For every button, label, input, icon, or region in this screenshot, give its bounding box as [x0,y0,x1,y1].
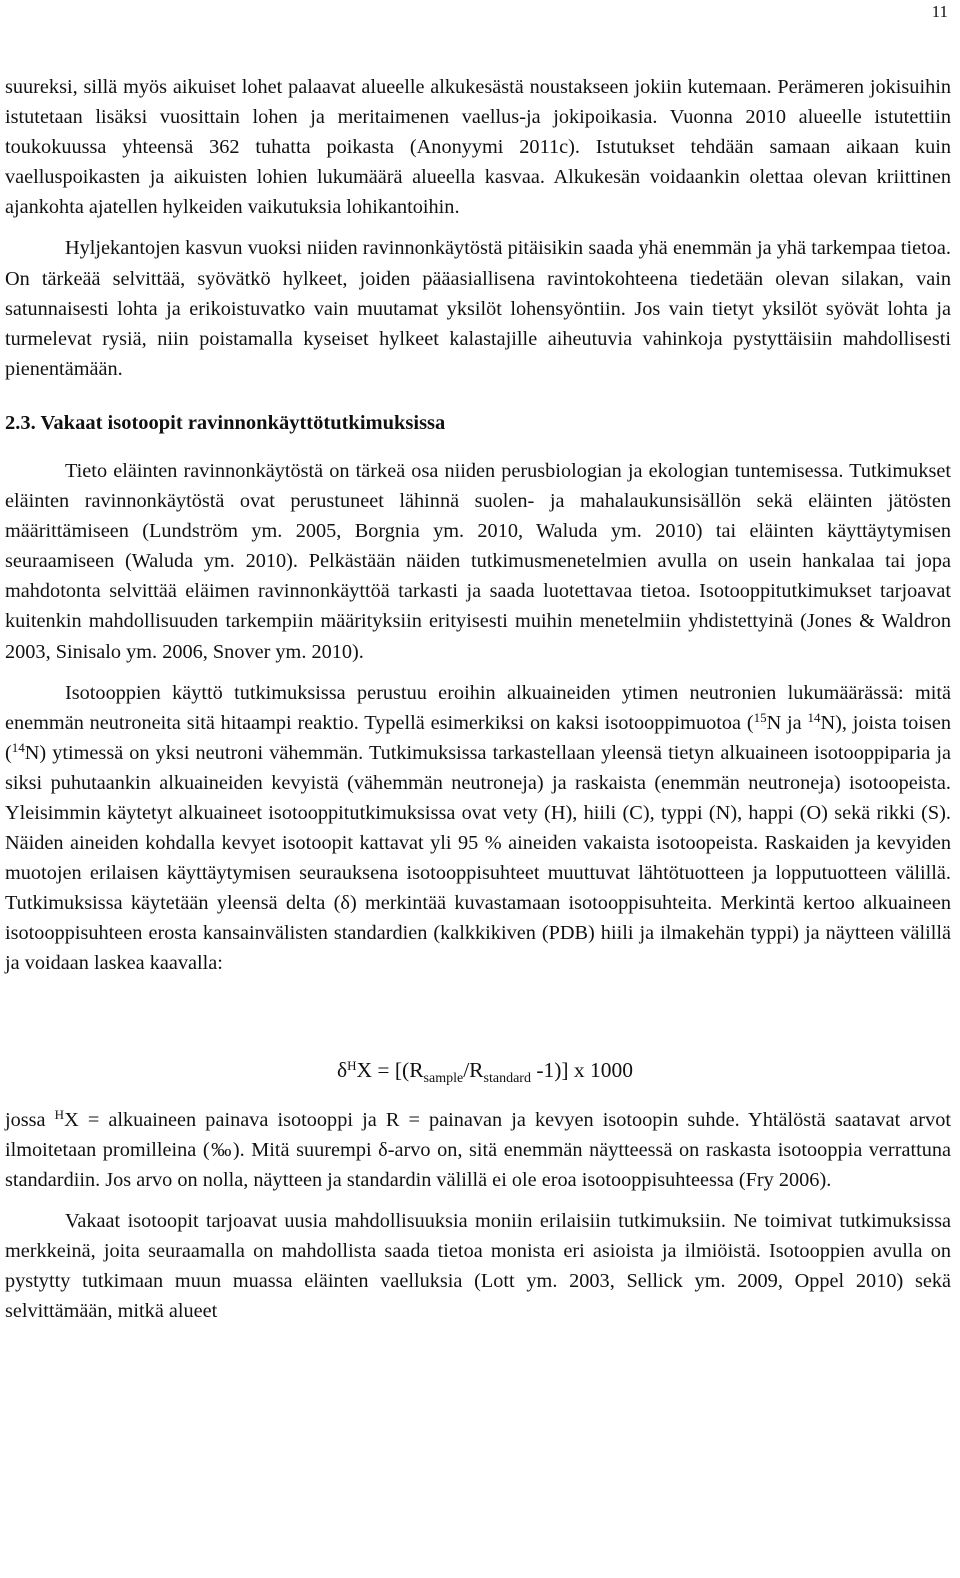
paragraph-text: Alkukesän voidaankin olettaa olevan kriittinen ajankohta ajatellen hylkeiden vaikutuksia lohikantoihin. [5,166,951,219]
paragraph-text: X = alkuaineen painava isotooppi ja R = painavan ja kevyen isotoopin suhde. Yhtälöstä saatavat arvot ilmoitetaan promilleina (‰). Mitä suurempi δ-arvo on, sitä enemmän näytteessä on raskasta isotooppia verrattuna standardiin. Jos arvo on nolla, näytteen ja standardin välillä ei ole eroa isotooppisuhteessa (Fry 2006). [5,1108,951,1191]
superscript: 15 [753,709,767,725]
formula-text: -1)] x 1000 [530,1057,634,1082]
formula-superscript: H [347,1057,357,1073]
paragraph-text: N ja [766,711,808,734]
page-number: 11 [931,2,948,21]
formula-delta: δ [336,1057,348,1082]
paragraph-isotoopit [5,678,951,979]
paragraph-formula-explanation [5,1105,951,1195]
document-body [5,72,951,1326]
superscript: 14 [807,709,821,725]
paragraph-text: suureksi, sillä myös aikuiset lohet palaavat alueelle alkukesästä noustakseen jokiin kutemaan. Perämeren jokisuihin istutetaan lisäksi vuosittain lohen ja meritaimenen vaellus-ja jokipoikasia. Vuonna 2010 alueelle istutettiin toukokuussa yhteensä 362 tuhatta poikasta (Anonyymi 2011c). Istutukset tehdään samaan aikaan kuin vaelluspoikasten ja aikuisten lohien lukumäärä alueella kasvaa. [5,76,951,189]
formula-text: X = [(R [356,1057,424,1082]
paragraph-ravinnonkaytto: Hyljekantojen kasvun vuoksi niiden ravinnonkäytöstä pitäisikin saada yhä enemmän ja yhä tarkempaa tietoa. On tärkeää selvittää, syövätkö hylkeet, joiden pääasiallisena ravintokohteena tiedetään olevan silakan, vain satunnaisesti lohta ja erikoistuvatko vain muutamat yksilöt lohensyöntiin. Jos vain tietyt yksilöt syövät lohta ja turmelevat rysiä, niin poistamalla kyseiset hylkeet kalastajille aiheutuvia vahinkoja pystyttäisiin mahdollisesti pienentämään. [5,237,951,380]
formula-subscript: standard [483,1070,531,1086]
paragraph-text: jossa [5,1108,55,1131]
superscript: 14 [11,739,25,755]
superscript: H [54,1106,65,1122]
paragraph-hylkeet-lohet [5,72,951,222]
delta-formula [5,1055,951,1085]
paragraph-text: N) ytimessä on yksi neutroni vähemmän. Tutkimuksissa tarkastellaan yleensä tietyn alkuaineen isotooppiparia ja siksi puhutaankin alkuaineiden kevyistä (vähemmän neutroneja) ja raskaista (enemmän neutroneja) isotoopeista. Yleisimmin käytetyt alkuaineet isotooppitutkimuksissa ovat vety (H), hiili (C), typpi (N), happi (O) sekä rikki (S). Näiden aineiden kohdalla kevyet isotoopit kattavat yli 95 % aineiden vakaista isotoopeista. Raskaiden ja kevyiden muotojen erilaisen käyttäytymisen seurauksena isotooppisuhteet muuttuvat lähtötuotteen ja lopputuotteen välillä. Tutkimuksissa käytetään yleensä delta (δ) merkintää kuvastamaan isotooppisuhteita. Merkintä kertoo alkuaineen isotooppisuhteen erosta kansainvälisten standardien (kalkkikiven (PDB) hiili ja ilmakehän typpi) ja näytteen välillä ja voidaan laskea kaavalla: [5,741,951,975]
formula-text: /R [463,1057,484,1082]
paragraph-vakaat-isotoopit: Vakaat isotoopit tarjoavat uusia mahdollisuuksia moniin erilaisiin tutkimuksiin. Ne toimivat tutkimuksissa merkkeinä, joita seuraamalla on mahdollista saada tietoa monista eri asioista ja ilmiöistä. Isotooppien avulla on pystytty tutkimaan muun muassa eläinten vaelluksia (Lott ym. 2003, Sellick ym. 2009, Oppel 2010) sekä selvittämään, mitkä alueet [5,1209,951,1323]
paragraph-text: Isotooppien käyttö tutkimuksissa perustuu eroihin alkuaineiden ytimen neutronien lukumäärässä: mitä enemmän neutroneita sitä hitaampi reaktio. Typellä esimerkiksi on kaksi isotooppimuotoa ( [5,681,951,734]
paragraph-tutkimusmenetelmat: Tieto eläinten ravinnonkäytöstä on tärkeä osa niiden perusbiologian ja ekologian tuntemisessa. Tutkimukset eläinten ravinnonkäytöstä ovat perustuneet lähinnä suolen- ja mahalaukunsisällön sekä eläinten jätösten määrittämiseen (Lundström ym. 2005, Borgnia ym. 2010, Waluda ym. 2010) tai eläinten käyttäytymisen seuraamiseen (Waluda ym. 2010). Pelkästään näiden tutkimusmenetelmien avulla on usein hankalaa tai jopa mahdotonta selvittää eläimen ravinnonkäyttöä tarkasti ja saada luotettavaa tietoa. Isotooppitutkimukset tarjoavat kuitenkin mahdollisuuden tarkempiin määrityksiin erityisesti muihin menetelmiin yhdistettyinä (Jones & Waldron 2003, Sinisalo ym. 2006, Snover ym. 2010). [5,459,951,663]
paragraph-text: N), joista toisen ( [5,711,951,764]
formula-subscript: sample [423,1070,464,1086]
section-heading: 2.3. Vakaat isotoopit ravinnonkäyttötutkimuksissa [5,411,446,434]
